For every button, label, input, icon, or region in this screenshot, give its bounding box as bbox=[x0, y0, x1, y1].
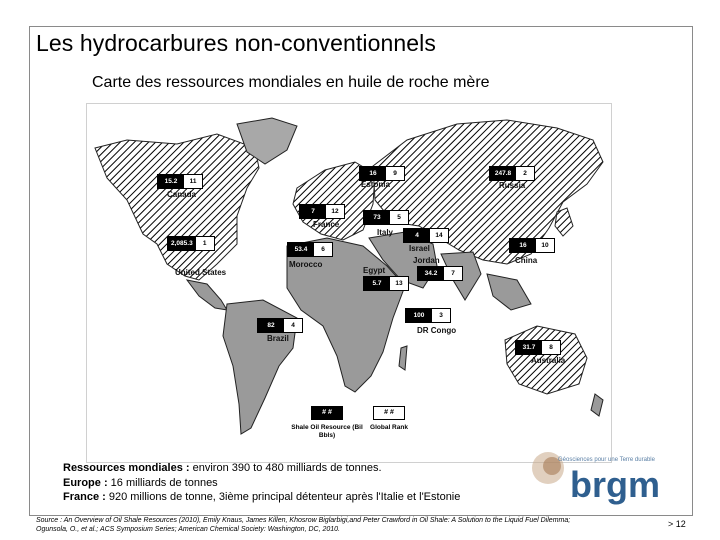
tag-brazil: 82 4 bbox=[257, 318, 303, 333]
label-italy: Italy bbox=[377, 228, 394, 237]
japan-landmass bbox=[555, 208, 573, 236]
world-map-graphic bbox=[87, 104, 611, 462]
label-egypt: Egypt bbox=[363, 266, 386, 275]
label-china: China bbox=[515, 256, 538, 265]
tag-egypt: 5.7 13 bbox=[363, 276, 409, 291]
logo-brand: brgm bbox=[570, 464, 660, 505]
summary-text bbox=[63, 461, 460, 505]
map-title: Carte des ressources mondiales en huile de roche mère bbox=[92, 74, 490, 91]
label-russia: Russia bbox=[499, 181, 526, 190]
legend-resource-label: Shale Oil Resource (Bil Bbls) bbox=[291, 424, 363, 439]
label-united-states: United States bbox=[175, 268, 227, 277]
tag-canada: 15.2 11 bbox=[157, 174, 203, 189]
brgm-logo bbox=[528, 452, 688, 508]
tag-australia: 31.7 8 bbox=[515, 340, 561, 355]
tag-morocco: 53.4 6 bbox=[287, 242, 333, 257]
label-australia: Australia bbox=[531, 356, 566, 365]
label-estonia: Estonia bbox=[361, 180, 390, 189]
legend-rank-swatch: # # bbox=[373, 406, 405, 420]
summary-europe: Europe : 16 milliards de tonnes bbox=[63, 476, 218, 489]
label-morocco: Morocco bbox=[289, 260, 323, 269]
legend-rank-label: Global Rank bbox=[370, 424, 408, 431]
southeast-asia-landmass bbox=[487, 274, 531, 310]
central-america-landmass bbox=[187, 280, 227, 310]
label-jordan: Jordan bbox=[413, 256, 440, 265]
madagascar-landmass bbox=[399, 346, 407, 370]
tag-united-states: 2,085.3 1 bbox=[167, 236, 215, 251]
logo-tagline: Géosciences pour une Terre durable bbox=[558, 457, 655, 463]
label-brazil: Brazil bbox=[267, 334, 289, 343]
label-france: France bbox=[313, 220, 340, 229]
north-america-landmass bbox=[95, 134, 259, 280]
tag-china: 16 10 bbox=[509, 238, 555, 253]
legend-resource-swatch: # # bbox=[311, 406, 343, 420]
tag-russia: 247.8 2 bbox=[489, 166, 535, 181]
source-citation: Source : An Overview of Oil Shale Resources (2010), Emily Knaus, James Killen, Khosrow Biglarbigi,and Peter Crawford in Oil Shale: A Solution to the Liquid Fuel Dilemma; Ogunsola, O., et al.; ACS Symposium Series; American Chemical Society: Washington, DC, 2010. bbox=[36, 517, 571, 533]
label-dr-congo: DR Congo bbox=[417, 326, 457, 335]
label-canada: Canada bbox=[167, 190, 196, 199]
tag-jordan: 34.2 7 bbox=[417, 266, 463, 281]
new-zealand-landmass bbox=[591, 394, 603, 416]
tag-italy: 73 5 bbox=[363, 210, 409, 225]
page-number: > 12 bbox=[668, 519, 686, 529]
label-israel: Israel bbox=[409, 244, 430, 253]
slide-title: Les hydrocarbures non-conventionnels bbox=[36, 30, 436, 56]
summary-world: Ressources mondiales : environ 390 to 480 milliards de tonnes. bbox=[63, 462, 382, 474]
tag-france: 7 12 bbox=[299, 204, 345, 219]
tag-estonia: 16 9 bbox=[359, 166, 405, 181]
tag-israel: 4 14 bbox=[403, 228, 449, 243]
tag-dr-congo: 100 3 bbox=[405, 308, 451, 323]
brgm-swirl-icon bbox=[528, 448, 568, 488]
summary-france: France : 920 millions de tonne, 3ième principal détenteur après l'Italie et l'Estonie bbox=[63, 491, 461, 503]
world-map bbox=[86, 103, 612, 463]
